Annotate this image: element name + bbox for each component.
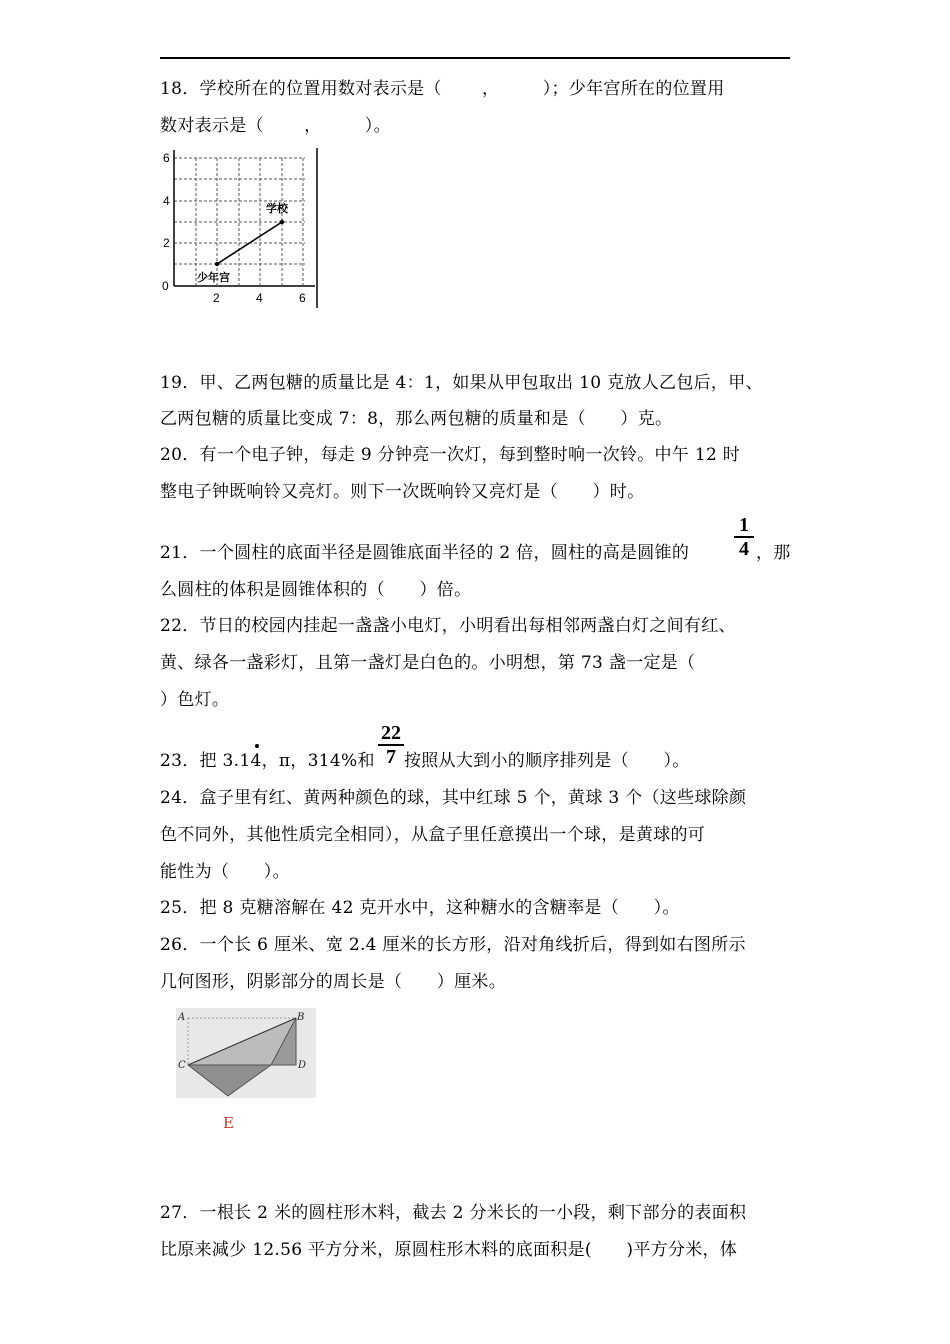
q23-line1-tail: 按照从大到小的顺序排列是（ ）。 (404, 751, 690, 771)
q24-line1: 24．盒子里有红、黄两种颜色的球，其中红球 5 个，黄球 3 个（这些球除颜 (160, 788, 747, 808)
q26-label-c: C (178, 1060, 186, 1071)
q18-line2: 数对表示是（ ， ）。 (160, 116, 391, 136)
q26-line2: 几何图形，阴影部分的周长是（ ）厘米。 (160, 972, 506, 992)
q23-repeating-dot (255, 744, 259, 748)
q22-line2: 黄、绿各一盏彩灯，且第一盏灯是白色的。小明想，第 73 盏一定是（ (160, 653, 696, 673)
q27-line1: 27．一根长 2 米的圆柱形木料，截去 2 分米长的一小段，剩下部分的表面积 (160, 1203, 747, 1223)
q18-xtick-4: 4 (256, 291, 263, 305)
header-rule (160, 57, 790, 59)
q21-line1-tail: ，那 (756, 543, 791, 563)
q26-line1: 26．一个长 6 厘米、宽 2.4 厘米的长方形，沿对角线折后，得到如右图所示 (160, 935, 746, 955)
q26-folded-rectangle-figure (176, 1008, 318, 1136)
q23-frac-den: 7 (386, 746, 396, 768)
q18-ytick-4: 4 (163, 194, 170, 208)
q19-line1: 19．甲、乙两包糖的质量比是 4：1，如果从甲包取出 10 克放人乙包后，甲、 (160, 373, 763, 393)
q18-label-palace: 少年宫 (197, 271, 230, 284)
q22-line3: ）色灯。 (160, 690, 230, 710)
q18-ytick-0: 0 (162, 279, 169, 293)
q23-line1: 23．把 3.14，π，314%和 (160, 751, 375, 771)
q26-label-e: E (223, 1114, 234, 1132)
q20-line2: 整电子钟既响铃又亮灯。则下一次既响铃又亮灯是（ ）时。 (160, 482, 645, 502)
q23-fraction (378, 722, 404, 768)
q18-label-school: 学校 (266, 202, 288, 215)
q24-line2: 色不同外，其他性质完全相同），从盒子里任意摸出一个球，是黄球的可 (160, 825, 706, 845)
q18-ytick-6: 6 (163, 151, 170, 165)
q24-line3: 能性为（ ）。 (160, 862, 290, 882)
q20-line1: 20．有一个电子钟，每走 9 分钟亮一次灯，每到整时响一次铃。中午 12 时 (160, 445, 741, 465)
q25-line1: 25．把 8 克糖溶解在 42 克开水中，这种糖水的含糖率是（ ）。 (160, 898, 680, 918)
q26-label-b: B (297, 1012, 305, 1023)
q27-line2: 比原来减少 12.56 平方分米，原圆柱形木料的底面积是( )平方分米，体 (160, 1240, 738, 1260)
q26-label-a: A (178, 1012, 186, 1023)
q21-fraction (734, 514, 754, 560)
q26-label-d: D (298, 1060, 307, 1071)
q18-xtick-2: 2 (213, 291, 220, 305)
q22-line1: 22．节日的校园内挂起一盏盏小电灯，小明看出每相邻两盏白灯之间有红、 (160, 616, 736, 636)
q21-frac-num: 1 (734, 514, 754, 538)
q23-frac-num: 22 (378, 722, 404, 746)
q18-xtick-6: 6 (299, 291, 306, 305)
q18-line1: 18．学校所在的位置用数对表示是（ ， ）；少年宫所在的位置用 (160, 79, 725, 99)
q18-grid-figure (155, 140, 325, 310)
q19-line2: 乙两包糖的质量比变成 7：8，那么两包糖的质量和是（ ）克。 (160, 409, 673, 429)
q21-frac-den: 4 (739, 538, 749, 560)
q21-line1: 21．一个圆柱的底面半径是圆锥底面半径的 2 倍，圆柱的高是圆锥的 (160, 543, 690, 563)
q18-ytick-2: 2 (163, 236, 170, 250)
q21-line2: 么圆柱的体积是圆锥体积的（ ）倍。 (160, 580, 472, 600)
